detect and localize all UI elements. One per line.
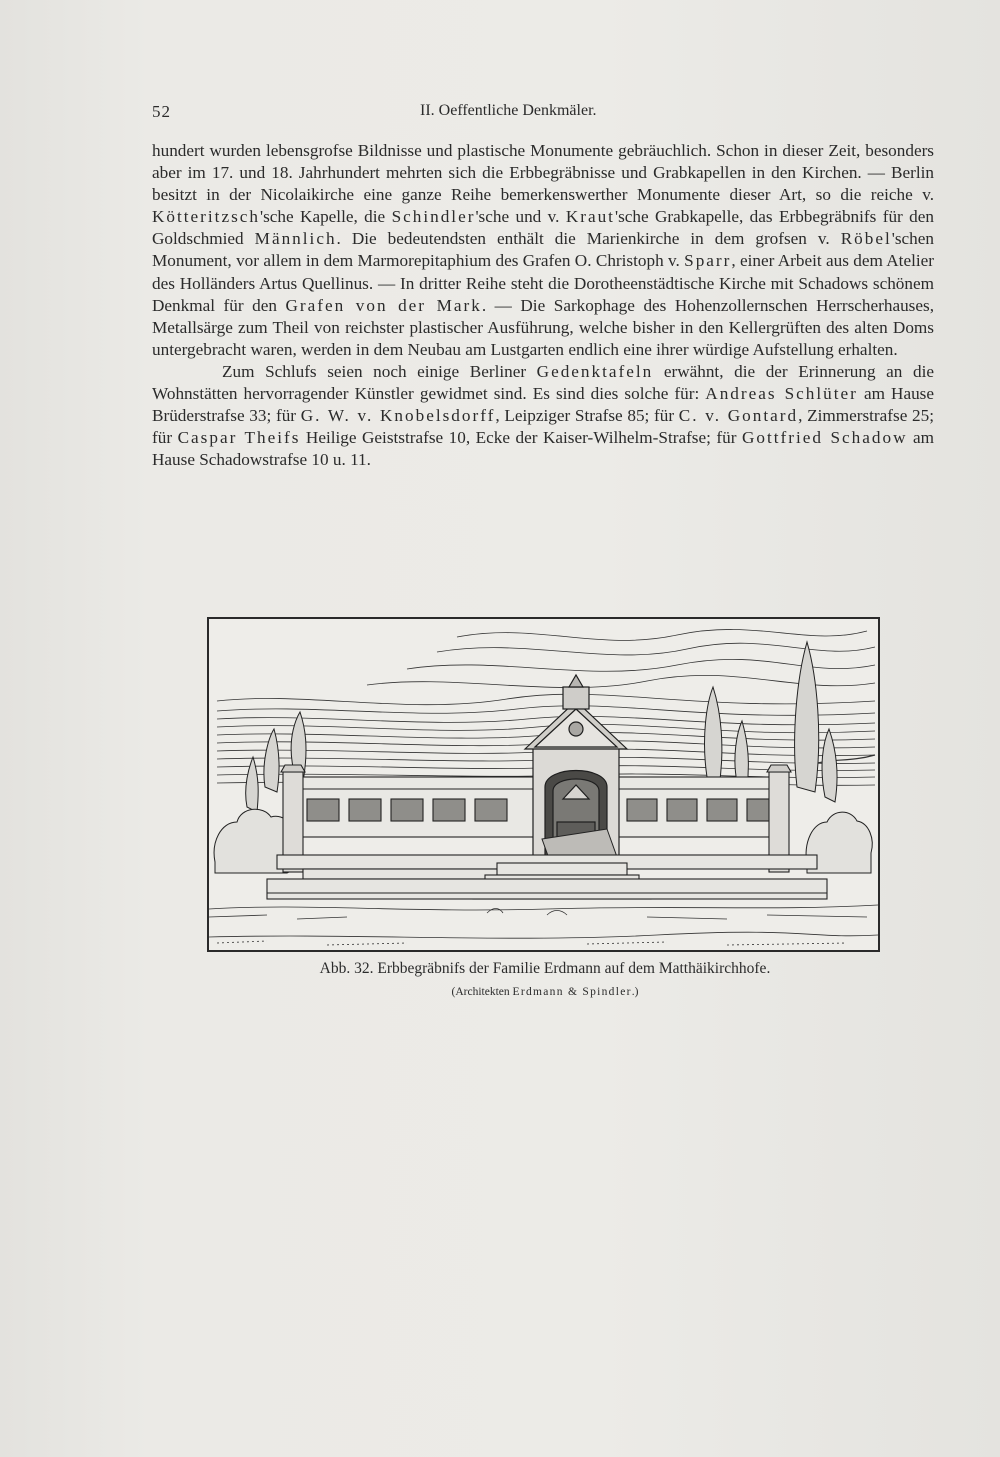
- text-span: , einer Arbeit aus dem Atelier des Holländers Artus Quellinus. — In dritter Reihe steht die Dorotheenstädtische Kirche mit Schadows schönem Denkmal für den: [152, 251, 934, 315]
- architect-names: Erdmann & Spindler: [512, 986, 632, 998]
- subcaption-suffix: .): [631, 986, 639, 998]
- text-span: . — Die Sarkophage des Hohenzollernschen Herrscherhauses, Metallsärge zum Theil von reichster plastischer Ausführung, welche bisher in den Kellergrüften des alten Doms untergebracht waren, werden in dem Neubau am Lustgarten endlich eine ihrer würdige Aufstellung erhalten.: [152, 295, 934, 359]
- page-number: 52: [152, 102, 171, 121]
- spaced-name: Sparr: [684, 251, 732, 271]
- spaced-name: Andreas Schlüter: [705, 384, 858, 404]
- text-span: 'sche Kapelle, die: [260, 207, 392, 227]
- spaced-name: Männlich: [254, 229, 337, 249]
- paragraph-1: [152, 140, 934, 361]
- spaced-name: Kraut: [565, 207, 615, 227]
- figure-caption: Abb. 32. Erbbegräbnifs der Familie Erdmann auf dem Matthäikirchhofe.: [319, 960, 771, 977]
- text-span: , Zimmerstrafse 25; für: [152, 406, 935, 448]
- spaced-name: G. W. v. Knobelsdorff: [300, 406, 496, 426]
- spaced-name: Grafen von der Mark: [285, 295, 482, 315]
- text-span: erwähnt, die der Erinnerung an die Wohnstätten hervorragender Künstler gewidmet sind. Es sind dies solche für:: [152, 361, 934, 404]
- spaced-name: Kötteritzsch: [152, 207, 260, 227]
- text-span: Heilige Geiststrafse 10, Ecke der Kaiser-Wilhelm-Strafse; für: [300, 428, 742, 448]
- text-span: 'schen Monument, vor allem in dem Marmorepitaphium des Grafen O. Christoph v.: [152, 229, 934, 271]
- spaced-name: Gottfried Schadow: [741, 428, 908, 448]
- spaced-name: Caspar Theifs: [177, 428, 301, 448]
- tomb-engraving: [207, 617, 880, 952]
- text-span: 'sche und v.: [475, 207, 566, 227]
- subcaption-prefix: (Architekten: [451, 986, 513, 998]
- running-head: II. Oeffentliche Denkmäler.: [420, 102, 597, 119]
- spaced-name: Schindler: [391, 207, 476, 227]
- spaced-name: C. v. Gontard: [678, 406, 799, 426]
- spaced-name: Gedenktafeln: [536, 361, 654, 381]
- text-span: . Die bedeutendsten enthält die Marienkirche in dem grofsen v.: [336, 229, 841, 249]
- body-text: [152, 140, 934, 471]
- page-header: [152, 102, 932, 128]
- text-span: Zum Schlufs seien noch einige Berliner: [222, 361, 537, 381]
- text-span: , Leipziger Strafse 85; für: [495, 406, 679, 426]
- text-span: am Hause Schadowstrafse 10 u. 11.: [152, 428, 935, 470]
- text-span: 'sche Grabkapelle, das Erbbegräbnifs für den Goldschmied: [152, 207, 934, 249]
- text-span: am Hause Brüderstrafse 33; für: [152, 384, 934, 426]
- text-span: hundert wurden lebensgrofse Bildnisse und plastische Monumente gebräuchlich. Schon in dieser Zeit, besonders aber im 17. und 18. Jahrhundert mehrten sich die Erbbegräbnisse und Grabkapellen in den Kirchen. — Berlin besitzt in der Nicolaikirche eine ganze Reihe bemerkenswerther Monumente dieser Art, so die reiche v.: [152, 141, 934, 205]
- figure-illustration: [207, 617, 880, 952]
- paragraph-2: [152, 361, 934, 471]
- spaced-name: Röbel: [840, 229, 892, 249]
- figure-subcaption: [200, 986, 890, 998]
